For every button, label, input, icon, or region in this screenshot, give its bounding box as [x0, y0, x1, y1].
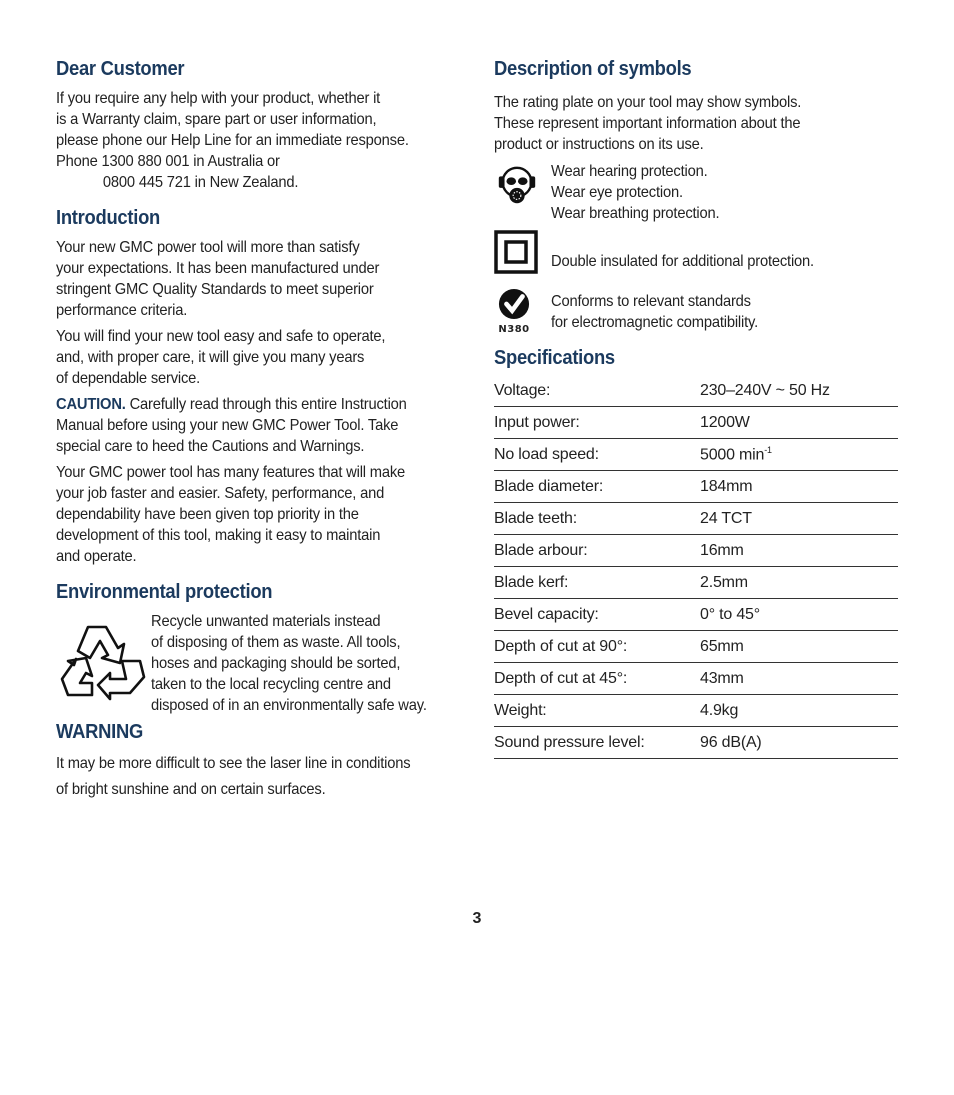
symbols-heading: Description of symbols: [494, 58, 692, 80]
spec-row: [494, 695, 898, 727]
symbol-row-ppe: [494, 161, 898, 224]
dear-customer-heading: Dear Customer: [56, 58, 185, 80]
introduction-heading: Introduction: [56, 207, 161, 229]
spec-value: 43mm: [700, 663, 898, 695]
environmental-section: [56, 579, 448, 719]
spec-label: Blade arbour:: [494, 535, 700, 567]
page-number: 3: [472, 910, 482, 927]
spec-row: [494, 727, 898, 759]
spec-value: 65mm: [700, 631, 898, 663]
symbol-row-double-insulated: [494, 230, 898, 276]
spec-label: Depth of cut at 90°:: [494, 631, 700, 663]
double-insulated-text: Double insulated for additional protection.: [551, 253, 814, 270]
spec-value: 96 dB(A): [700, 727, 898, 759]
nz-phone-line: 0800 445 721 in New Zealand.: [102, 174, 299, 191]
left-column: [56, 56, 448, 808]
warning-section: [56, 719, 448, 803]
spec-row: [494, 407, 898, 439]
spec-row: [494, 471, 898, 503]
spec-value: 5000 $\min^{-1}$: [700, 439, 898, 471]
spec-value: 0° to 45°: [700, 599, 898, 631]
spec-row: [494, 663, 898, 695]
spec-row: [494, 375, 898, 407]
spec-label: Blade teeth:: [494, 503, 700, 535]
ctick-code: N380: [498, 324, 530, 335]
right-column: [494, 56, 898, 759]
environmental-heading: Environmental protection: [56, 581, 273, 603]
warning-heading: WARNING: [56, 721, 143, 743]
specifications-heading: Specifications: [494, 347, 615, 369]
intro-paragraph-2: You will find your new tool easy and safe to operate, and, with proper care, it will give you many years of dependable service.: [56, 328, 386, 387]
symbols-section: [494, 56, 898, 333]
spec-label: Bevel capacity:: [494, 599, 700, 631]
spec-label: Sound pressure level:: [494, 727, 700, 759]
intro-paragraph-4: Your GMC power tool has many features that will make your job faster and easier. Safety, performance, and dependability have been given top priority in the development of this tool, making it easy to maintain and operate.: [56, 464, 406, 565]
spec-label: Depth of cut at 45°:: [494, 663, 700, 695]
warning-text: It may be more difficult to see the laser line in conditions of bright sunshine and on certain surfaces.: [56, 755, 411, 798]
specifications-section: [494, 345, 898, 759]
environmental-text: Recycle unwanted materials instead of disposing of them as waste. All tools, hoses and packaging should be sorted, taken to the local recycling centre and disposed of in an environmentally safe way.: [151, 613, 427, 714]
spec-value: 4.9kg: [700, 695, 898, 727]
double-insulated-icon: [494, 230, 538, 274]
spec-row: [494, 535, 898, 567]
spec-value: 184mm: [700, 471, 898, 503]
symbol-row-ctick: [494, 288, 898, 333]
spec-unit-superscript: -1: [764, 444, 772, 455]
spec-label: Blade diameter:: [494, 471, 700, 503]
recycle-icon: [58, 621, 146, 703]
spec-row: [494, 503, 898, 535]
introduction-section: [56, 205, 448, 567]
spec-label: Weight:: [494, 695, 700, 727]
spec-value: 24 TCT: [700, 503, 898, 535]
ppe-text: Wear hearing protection. Wear eye protection. Wear breathing protection.: [551, 163, 720, 222]
spec-label: Input power:: [494, 407, 700, 439]
spec-value: 1200W: [700, 407, 898, 439]
intro-paragraph-1: Your new GMC power tool will more than satisfy your expectations. It has been manufactured under stringent GMC Quality Standards to meet superior performance criteria.: [56, 239, 380, 319]
symbols-intro: The rating plate on your tool may show symbols. These represent important information about the product or instructions on its use.: [494, 94, 802, 153]
spec-label: Blade kerf:: [494, 567, 700, 599]
spec-value: 230–240V ~ 50 Hz: [700, 375, 898, 407]
spec-row: [494, 631, 898, 663]
ppe-protection-icon: [494, 163, 540, 209]
c-tick-icon: [498, 288, 530, 320]
spec-row: [494, 439, 898, 471]
ctick-text: Conforms to relevant standards for electromagnetic compatibility.: [551, 293, 758, 331]
dear-customer-section: [56, 56, 448, 193]
caution-label: CAUTION.: [56, 396, 126, 413]
dear-customer-text: If you require any help with your product, whether it is a Warranty claim, spare part or user information, please phone our Help Line for an immediate response. Phone 1300 880 001 in Australia or 0800 445 721 in New Zealand.: [56, 88, 445, 193]
specifications-table: [494, 375, 898, 759]
spec-label: No load speed:: [494, 439, 700, 471]
spec-label: Voltage:: [494, 375, 700, 407]
spec-value: 16mm: [700, 535, 898, 567]
spec-value: 2.5mm: [700, 567, 898, 599]
caution-paragraph: CAUTION. Carefully read through this entire Instruction Manual before using your new GMC Power Tool. Take special care to heed the Cautions and Warnings.: [56, 396, 407, 455]
spec-row: [494, 567, 898, 599]
spec-row: [494, 599, 898, 631]
